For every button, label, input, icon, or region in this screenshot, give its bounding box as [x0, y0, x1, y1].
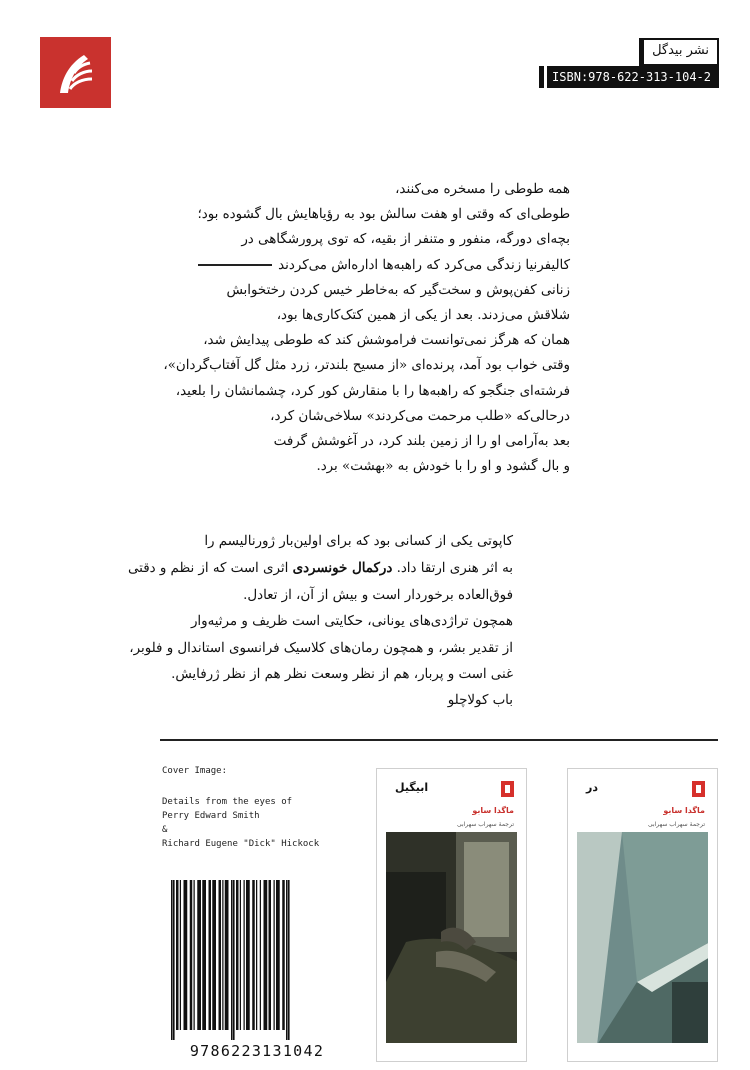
barcode-bar [233, 880, 235, 1040]
section-divider [160, 739, 718, 741]
barcode [157, 876, 357, 1062]
barcode-bar [256, 880, 257, 1030]
book-cover-art [577, 832, 708, 1043]
poem-line: زنانی کفن‌پوش و سخت‌گیر که به‌خاطر خیس کردن رختخوابش [226, 282, 570, 298]
review-line: همچون تراژدی‌های یونانی، حکایتی است ظریف و مرثیه‌وار [190, 614, 513, 630]
review-line: کاپوتی یکی از کسانی بود که برای اولین‌بار ژورنالیسم را [204, 534, 513, 549]
book-translator: ترجمهٔ سهراب سهرابی [456, 821, 514, 828]
barcode-bar [246, 880, 250, 1030]
barcode-bar [282, 880, 285, 1030]
publisher-badge-icon [692, 781, 705, 797]
barcode-bar [276, 880, 280, 1030]
barcode-bar [288, 880, 290, 1040]
book-title-bold: درکمال خونسردی [292, 560, 393, 577]
barcode-bar [197, 880, 201, 1030]
barcode-bar [176, 880, 179, 1030]
poem-line: وقتی خواب بود آمد، پرنده‌ای «از مسیح بلندتر، زرد مثل گل آفتاب‌گردان»، [163, 358, 570, 374]
barcode-bar [209, 880, 212, 1030]
book-author: ماگدا سابو [472, 806, 514, 815]
barcode-bar [240, 880, 241, 1030]
barcode-bar [244, 880, 245, 1030]
publisher-badge-icon [501, 781, 514, 797]
review-line: به اثر هنری ارتقا داد. درکمال خونسردی اثری است که از نظم و دقتی [128, 560, 513, 577]
poem-line: کالیفرنیا زندگی می‌کرد که راهبه‌ها اداره‌اش می‌کردند [180, 253, 570, 278]
barcode-bar [194, 880, 195, 1030]
book-cover-abigail [376, 768, 527, 1062]
poem-line: طوطی‌ای که وقتی او هفت سالش بود به رؤیاهایش بال گشوده بود؛ [197, 207, 570, 223]
review-attribution: باب کولاچلو [447, 693, 513, 709]
cover-credit-line: Perry Edward Smith [162, 811, 260, 821]
book-cover-art [386, 832, 517, 1043]
poem-block [163, 177, 570, 479]
review-block [128, 529, 513, 715]
book-title: ابیگیل [395, 781, 429, 794]
barcode-bar [231, 880, 233, 1040]
barcode-bar [171, 880, 173, 1040]
barcode-bar [225, 880, 229, 1030]
review-line: غنی است و پربار، هم از نظر وسعت نظر هم از نظر ژرفایش. [171, 667, 513, 683]
cover-credit-line: & [162, 825, 168, 835]
poem-line: فرشته‌ای جنگجو که راهبه‌ها را با منقارش کور کرد، چشمانشان را بلعید، [175, 383, 570, 399]
barcode-bar [219, 880, 222, 1030]
cover-credit [162, 764, 362, 851]
poem-line: همان که هرگز نمی‌توانست فراموشش کند که طوطی پیدایش شد، [203, 333, 570, 349]
poem-line: شلاقش می‌زدند. بعد از یکی از همین کتک‌کاری‌ها بود، [276, 308, 570, 324]
cover-credit-line: Details from the eyes of [162, 797, 293, 807]
barcode-bar [286, 880, 288, 1040]
barcode-bar [269, 880, 272, 1030]
book-translator: ترجمهٔ سهراب سهرابی [647, 821, 705, 828]
barcode-bar [180, 880, 181, 1030]
dash-rule [198, 264, 272, 266]
barcode-bar [252, 880, 255, 1030]
isbn-label: ISBN:978-622-313-104-2 [539, 66, 719, 88]
barcode-bar [173, 880, 175, 1040]
poem-line: بچه‌ای دورگه، منفور و متنفر از بقیه، که توی پرورشگاهی در [241, 232, 570, 248]
book-author: ماگدا سابو [663, 806, 705, 815]
barcode-bar [264, 880, 268, 1030]
poem-line: همه طوطی را مسخره می‌کنند، [395, 182, 570, 197]
poem-line: و بال گشود و او را با خودش به «بهشت» برد. [316, 459, 570, 475]
barcode-bar [212, 880, 216, 1030]
barcode-bar [222, 880, 223, 1030]
barcode-bar [190, 880, 193, 1030]
barcode-bar [236, 880, 239, 1030]
barcode-bar [202, 880, 206, 1030]
poem-line: بعد به‌آرامی او را از زمین بلند کرد، در آغوشش گرفت [273, 434, 570, 450]
cover-credit-line: Richard Eugene "Dick" Hickock [162, 839, 320, 849]
book-title: در [586, 781, 598, 794]
publisher-name: نشر بیدگل [639, 38, 719, 66]
barcode-digits: 9786223131042 [189, 1042, 325, 1060]
barcode-bar [274, 880, 275, 1030]
review-line: از تقدیر بشر، و همچون رمان‌های کلاسیک فرانسوی استاندال و فلوبر، [129, 640, 513, 656]
poem-line: درحالی‌که «طلب مرحمت می‌کردند» سلاخی‌شان کرد، [270, 408, 570, 424]
book-cover-door [567, 768, 718, 1062]
barcode-bar [260, 880, 261, 1030]
cover-credit-heading: Cover Image: [162, 766, 228, 776]
publisher-logo-icon [40, 37, 111, 108]
review-line: فوق‌العاده برخوردار است و بیش از آن، از تعادل. [243, 587, 513, 603]
barcode-bar [184, 880, 188, 1030]
